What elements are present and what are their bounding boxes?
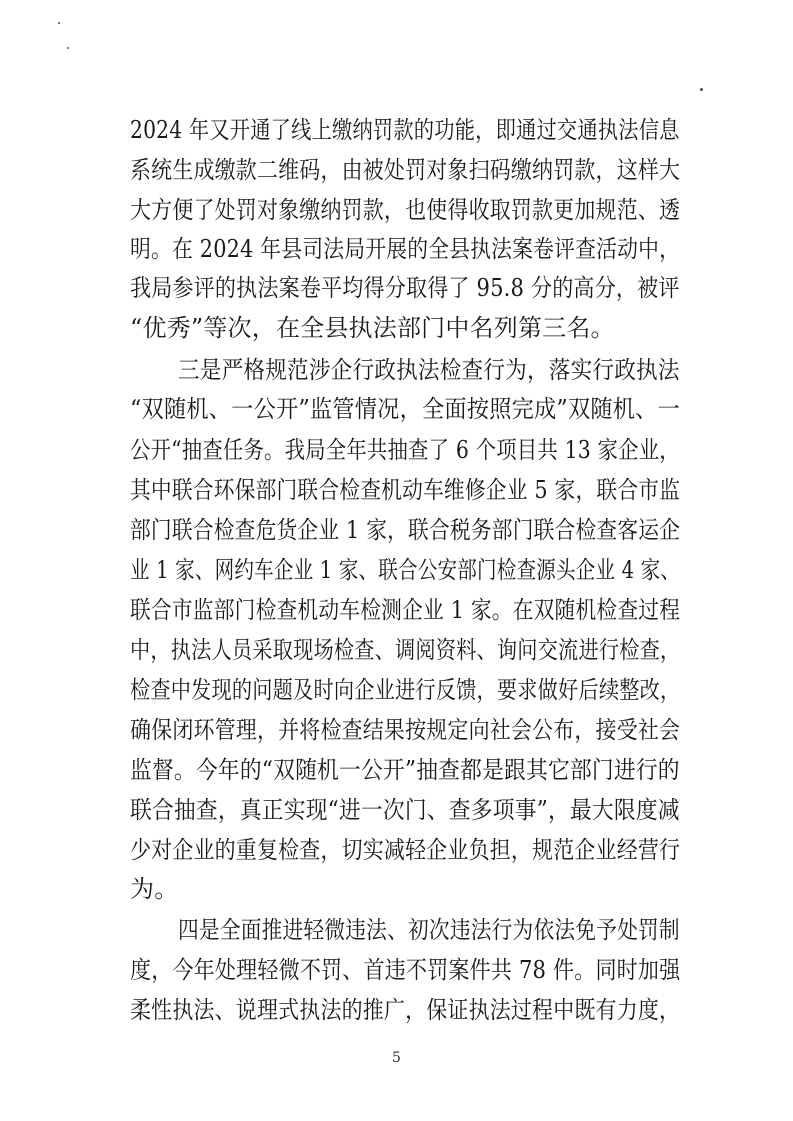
scan-speck	[67, 47, 69, 49]
paragraph-1-line-4: 明。在 2024 年县司法局开展的全县执法案卷评查活动中，	[130, 235, 681, 263]
scan-speck	[700, 88, 703, 91]
paragraph-2-line-6: 业 1 家、网约车企业 1 家、联合公安部门检查源头企业 4 家、	[130, 556, 681, 584]
paragraph-3-line-1: 四是全面推进轻微违法、初次违法行为依法免予处罚制	[178, 916, 680, 944]
paragraph-2-line-14: 为。	[130, 875, 179, 903]
scan-speck	[58, 22, 60, 24]
paragraph-3-line-2: 度，今年处理轻微不罚、首违不罚案件共 78 件。同时加强	[130, 956, 681, 984]
paragraph-2-line-12: 联合抽查，真正实现“进一次门、查多项事”，最大限度减	[130, 796, 680, 824]
paragraph-2-line-11: 监督。今年的“双随机一公开”抽查都是跟其它部门进行的	[130, 756, 680, 784]
paragraph-1-line-2: 系统生成缴款二维码，由被处罚对象扫码缴纳罚款，这样大	[130, 156, 681, 184]
paragraph-2-line-1: 三是严格规范涉企行政执法检查行为，落实行政执法	[178, 356, 680, 384]
paragraph-2-line-7: 联合市监部门检查机动车检测企业 1 家。在双随机检查过程	[130, 596, 681, 624]
paragraph-2-line-3: 公开“抽查任务。我局全年共抽查了 6 个项目共 13 家企业，	[130, 436, 680, 464]
paragraph-2-line-5: 部门联合检查危货企业 1 家，联合税务部门联合检查客运企	[130, 516, 681, 544]
paragraph-2-line-2: “双随机、一公开”监管情况，全面按照完成”双随机、一	[130, 395, 680, 423]
paragraph-2-line-10: 确保闭环管理，并将检查结果按规定向社会公布，接受社会	[130, 716, 681, 744]
paragraph-3-line-3: 柔性执法、说理式执法的推广，保证执法过程中既有力度，	[130, 996, 681, 1024]
paragraph-2-line-4: 其中联合环保部门联合检查机动车维修企业 5 家，联合市监	[130, 476, 681, 504]
paragraph-1-line-6: “优秀”等次，在全县执法部门中名列第三名。	[130, 314, 615, 342]
paragraph-1-line-5: 我局参评的执法案卷平均得分取得了 95.8 分的高分，被评	[130, 274, 680, 302]
paragraph-2-line-8: 中，执法人员采取现场检查、调阅资料、询问交流进行检查，	[130, 636, 681, 664]
paragraph-1-line-3: 大方便了处罚对象缴纳罚款，也使得收取罚款更加规范、透	[130, 196, 681, 224]
paragraph-2-line-13: 少对企业的重复检查，切实减轻企业负担，规范企业经营行	[130, 836, 681, 864]
paragraph-2-line-9: 检查中发现的问题及时向企业进行反馈，要求做好后续整改，	[130, 676, 681, 704]
page-number: 5	[392, 1050, 401, 1066]
paragraph-1-line-1: 2024 年又开通了线上缴纳罚款的功能，即通过交通执法信息	[130, 116, 680, 144]
